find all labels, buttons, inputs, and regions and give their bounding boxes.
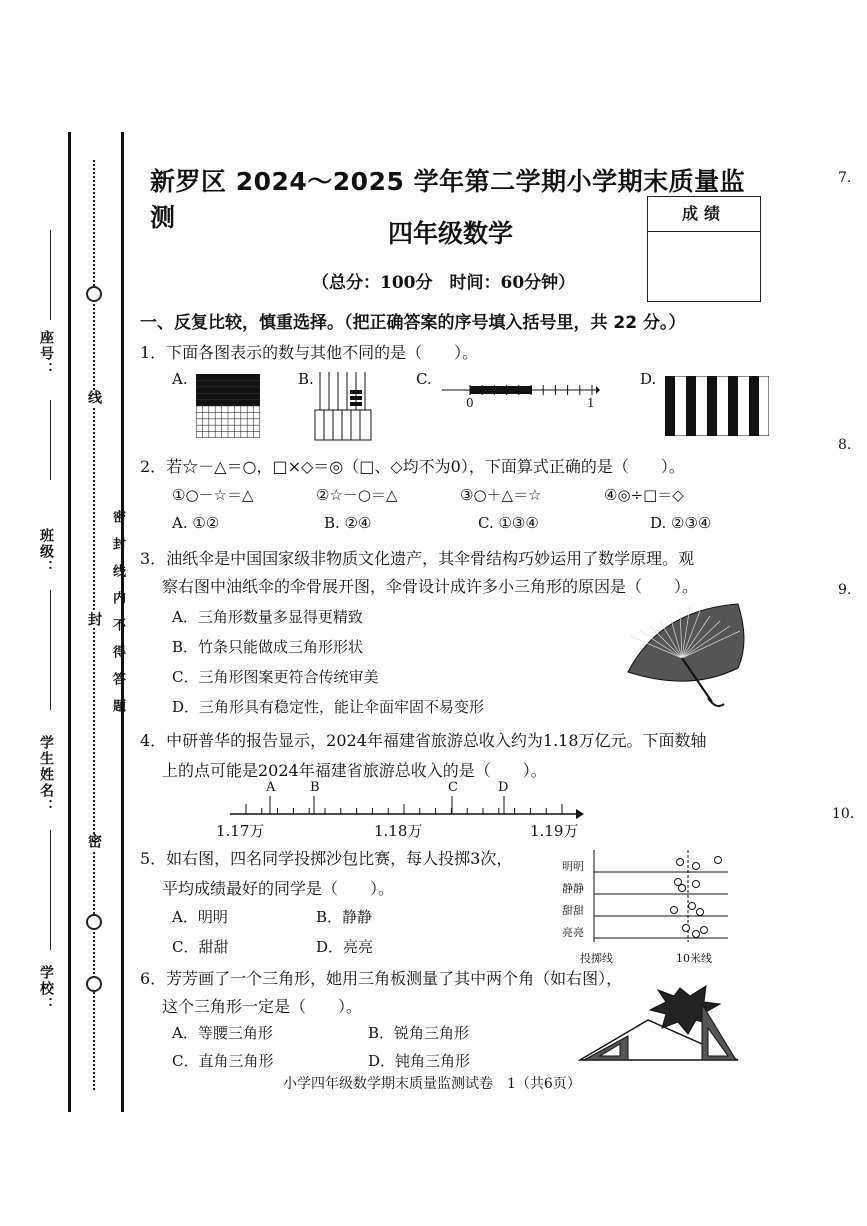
q5-axis-10m-line: 10米线 bbox=[676, 952, 712, 965]
q5-name-4: 亮亮 bbox=[562, 926, 584, 939]
q5-stem-line1: 5．如右图，四名同学投掷沙包比赛，每人投掷3次， bbox=[140, 849, 513, 868]
next-page-q9: 9. bbox=[838, 582, 852, 598]
q5-name-3: 甜甜 bbox=[562, 904, 584, 917]
q5-stem-line2: 平均成绩最好的同学是（ ）。 bbox=[162, 879, 395, 898]
seal-notice: 密封线内不得答题 bbox=[110, 510, 125, 726]
school-label: 学校： bbox=[38, 965, 54, 1013]
q4-stem-line1: 4．中研普华的报告显示，2024年福建省旅游总收入约为1.18万亿元。下面数轴 bbox=[140, 731, 707, 750]
throw-mark bbox=[683, 925, 690, 932]
seat-number-blank-2[interactable] bbox=[50, 400, 51, 480]
throw-mark bbox=[697, 909, 704, 916]
q3-stem-line2: 察右图中油纸伞的伞骨展开图，伞骨设计成许多小三角形的原因是（ ）。 bbox=[162, 577, 699, 596]
q5-name-2: 静静 bbox=[562, 882, 584, 895]
q4-tick-1: 1.17万 bbox=[216, 822, 265, 840]
q2-stem: 2．若☆－△＝○，□×◇＝◎（□、◇均不为0），下面算式正确的是（ ）。 bbox=[140, 457, 685, 476]
q3-stem-line1: 3．油纸伞是中国国家级非物质文化遗产，其伞骨结构巧妙运用了数学原理。观 bbox=[140, 549, 695, 568]
throw-mark bbox=[677, 859, 684, 866]
q5-throw-chart bbox=[592, 850, 732, 946]
binding-margin bbox=[0, 0, 130, 1226]
q4-point-d: D bbox=[498, 780, 509, 795]
q5-option-d[interactable]: D．亮亮 bbox=[316, 938, 374, 956]
exam-meta: （总分：100分 时间：60分钟） bbox=[312, 273, 576, 293]
q1-nl-tick-0: 0 bbox=[466, 396, 474, 410]
q5-name-1: 明明 bbox=[562, 860, 584, 873]
throw-mark bbox=[671, 907, 678, 914]
q5-option-a[interactable]: A．明明 bbox=[172, 908, 228, 926]
next-page-q8: 8. bbox=[838, 437, 852, 453]
throw-mark bbox=[679, 885, 686, 892]
q1-label-d: D. bbox=[640, 370, 657, 388]
seat-number-label: 座号： bbox=[38, 330, 54, 378]
q2-option-a[interactable]: A. ①② bbox=[172, 514, 220, 532]
q1-label-c: C. bbox=[416, 370, 432, 388]
exam-subtitle: 四年级数学 bbox=[388, 219, 514, 248]
q1-abacus-figure bbox=[314, 370, 374, 442]
q6-stem-line2: 这个三角形一定是（ ）。 bbox=[162, 997, 363, 1016]
q6-option-d[interactable]: D．钝角三角形 bbox=[368, 1052, 471, 1070]
student-name-blank[interactable] bbox=[50, 830, 51, 950]
exam-title: 新罗区 2024～2025 学年第二学期小学期末质量监测 bbox=[150, 167, 746, 232]
q5-option-b[interactable]: B．静静 bbox=[316, 908, 373, 926]
q1-stripes-figure bbox=[665, 376, 769, 436]
q1-numberline-figure bbox=[440, 380, 600, 412]
student-name-label: 学生姓名： bbox=[38, 735, 54, 815]
q2-option-b[interactable]: B. ②④ bbox=[324, 514, 372, 532]
q4-stem-line2: 上的点可能是2024年福建省旅游总收入的是（ ）。 bbox=[162, 761, 547, 780]
margin-circle-1 bbox=[86, 286, 102, 302]
throw-mark bbox=[693, 881, 700, 888]
class-label: 班级： bbox=[38, 528, 54, 576]
q6-option-a[interactable]: A．等腰三角形 bbox=[172, 1024, 273, 1042]
q1-label-a: A. bbox=[172, 370, 188, 388]
score-box bbox=[647, 196, 761, 302]
q2-item-4: ④◎÷□＝◇ bbox=[604, 486, 684, 504]
q3-umbrella-figure bbox=[620, 602, 760, 714]
margin-line-left bbox=[68, 132, 71, 1112]
q6-option-c[interactable]: C．直角三角形 bbox=[172, 1052, 274, 1070]
q2-item-3: ③○＋△＝☆ bbox=[460, 486, 542, 504]
q1-grid-figure bbox=[196, 374, 260, 438]
margin-circle-2 bbox=[86, 914, 102, 930]
q6-triangle-figure bbox=[578, 984, 744, 1064]
q1-nl-tick-1: 1 bbox=[587, 396, 595, 410]
mi-char: 密 bbox=[86, 834, 102, 850]
next-page-q7: 7. bbox=[838, 170, 852, 186]
throw-mark bbox=[689, 903, 696, 910]
q2-option-c[interactable]: C. ①③④ bbox=[478, 514, 539, 532]
q2-item-2: ②☆－○＝△ bbox=[316, 486, 398, 504]
q4-point-c: C bbox=[448, 780, 458, 795]
class-blank[interactable] bbox=[50, 590, 51, 710]
q1-stem: 1．下面各图表示的数与其他不同的是（ ）。 bbox=[140, 343, 479, 362]
line-char: 线 bbox=[86, 390, 102, 406]
q3-option-c[interactable]: C．三角形图案更符合传统审美 bbox=[172, 668, 379, 686]
q1-label-b: B. bbox=[298, 370, 314, 388]
throw-mark bbox=[701, 927, 708, 934]
throw-mark bbox=[693, 863, 700, 870]
score-field[interactable] bbox=[648, 232, 760, 300]
seal-char: 封 bbox=[86, 612, 102, 628]
score-label: 成绩 bbox=[648, 197, 760, 232]
q3-option-d[interactable]: D．三角形具有稳定性，能让伞面牢固不易变形 bbox=[172, 698, 485, 716]
section-heading: 一、反复比较，慎重选择。（把正确答案的序号填入括号里，共 22 分。） bbox=[140, 313, 686, 333]
q5-axis-throw-line: 投掷线 bbox=[580, 952, 613, 965]
throw-mark bbox=[693, 931, 700, 938]
seat-number-blank[interactable] bbox=[50, 230, 51, 320]
q6-stem-line1: 6．芳芳画了一个三角形，她用三角板测量了其中两个角（如右图）， bbox=[140, 969, 623, 988]
next-page-q10: 10. bbox=[832, 806, 855, 822]
page-footer: 小学四年级数学期末质量监测试卷 1（共6页） bbox=[283, 1076, 581, 1092]
q2-option-d[interactable]: D. ②③④ bbox=[650, 514, 712, 532]
margin-circle-3 bbox=[86, 976, 102, 992]
q4-point-b: B bbox=[310, 780, 320, 795]
q4-tick-3: 1.19万 bbox=[530, 822, 579, 840]
q3-option-b[interactable]: B．竹条只能做成三角形形状 bbox=[172, 638, 364, 656]
q4-tick-2: 1.18万 bbox=[374, 822, 423, 840]
q4-point-a: A bbox=[266, 780, 276, 795]
q2-item-1: ①○－☆＝△ bbox=[172, 486, 254, 504]
throw-mark bbox=[715, 857, 722, 864]
q6-option-b[interactable]: B．锐角三角形 bbox=[368, 1024, 470, 1042]
q3-option-a[interactable]: A．三角形数量多显得更精致 bbox=[172, 608, 363, 626]
q5-option-c[interactable]: C．甜甜 bbox=[172, 938, 229, 956]
